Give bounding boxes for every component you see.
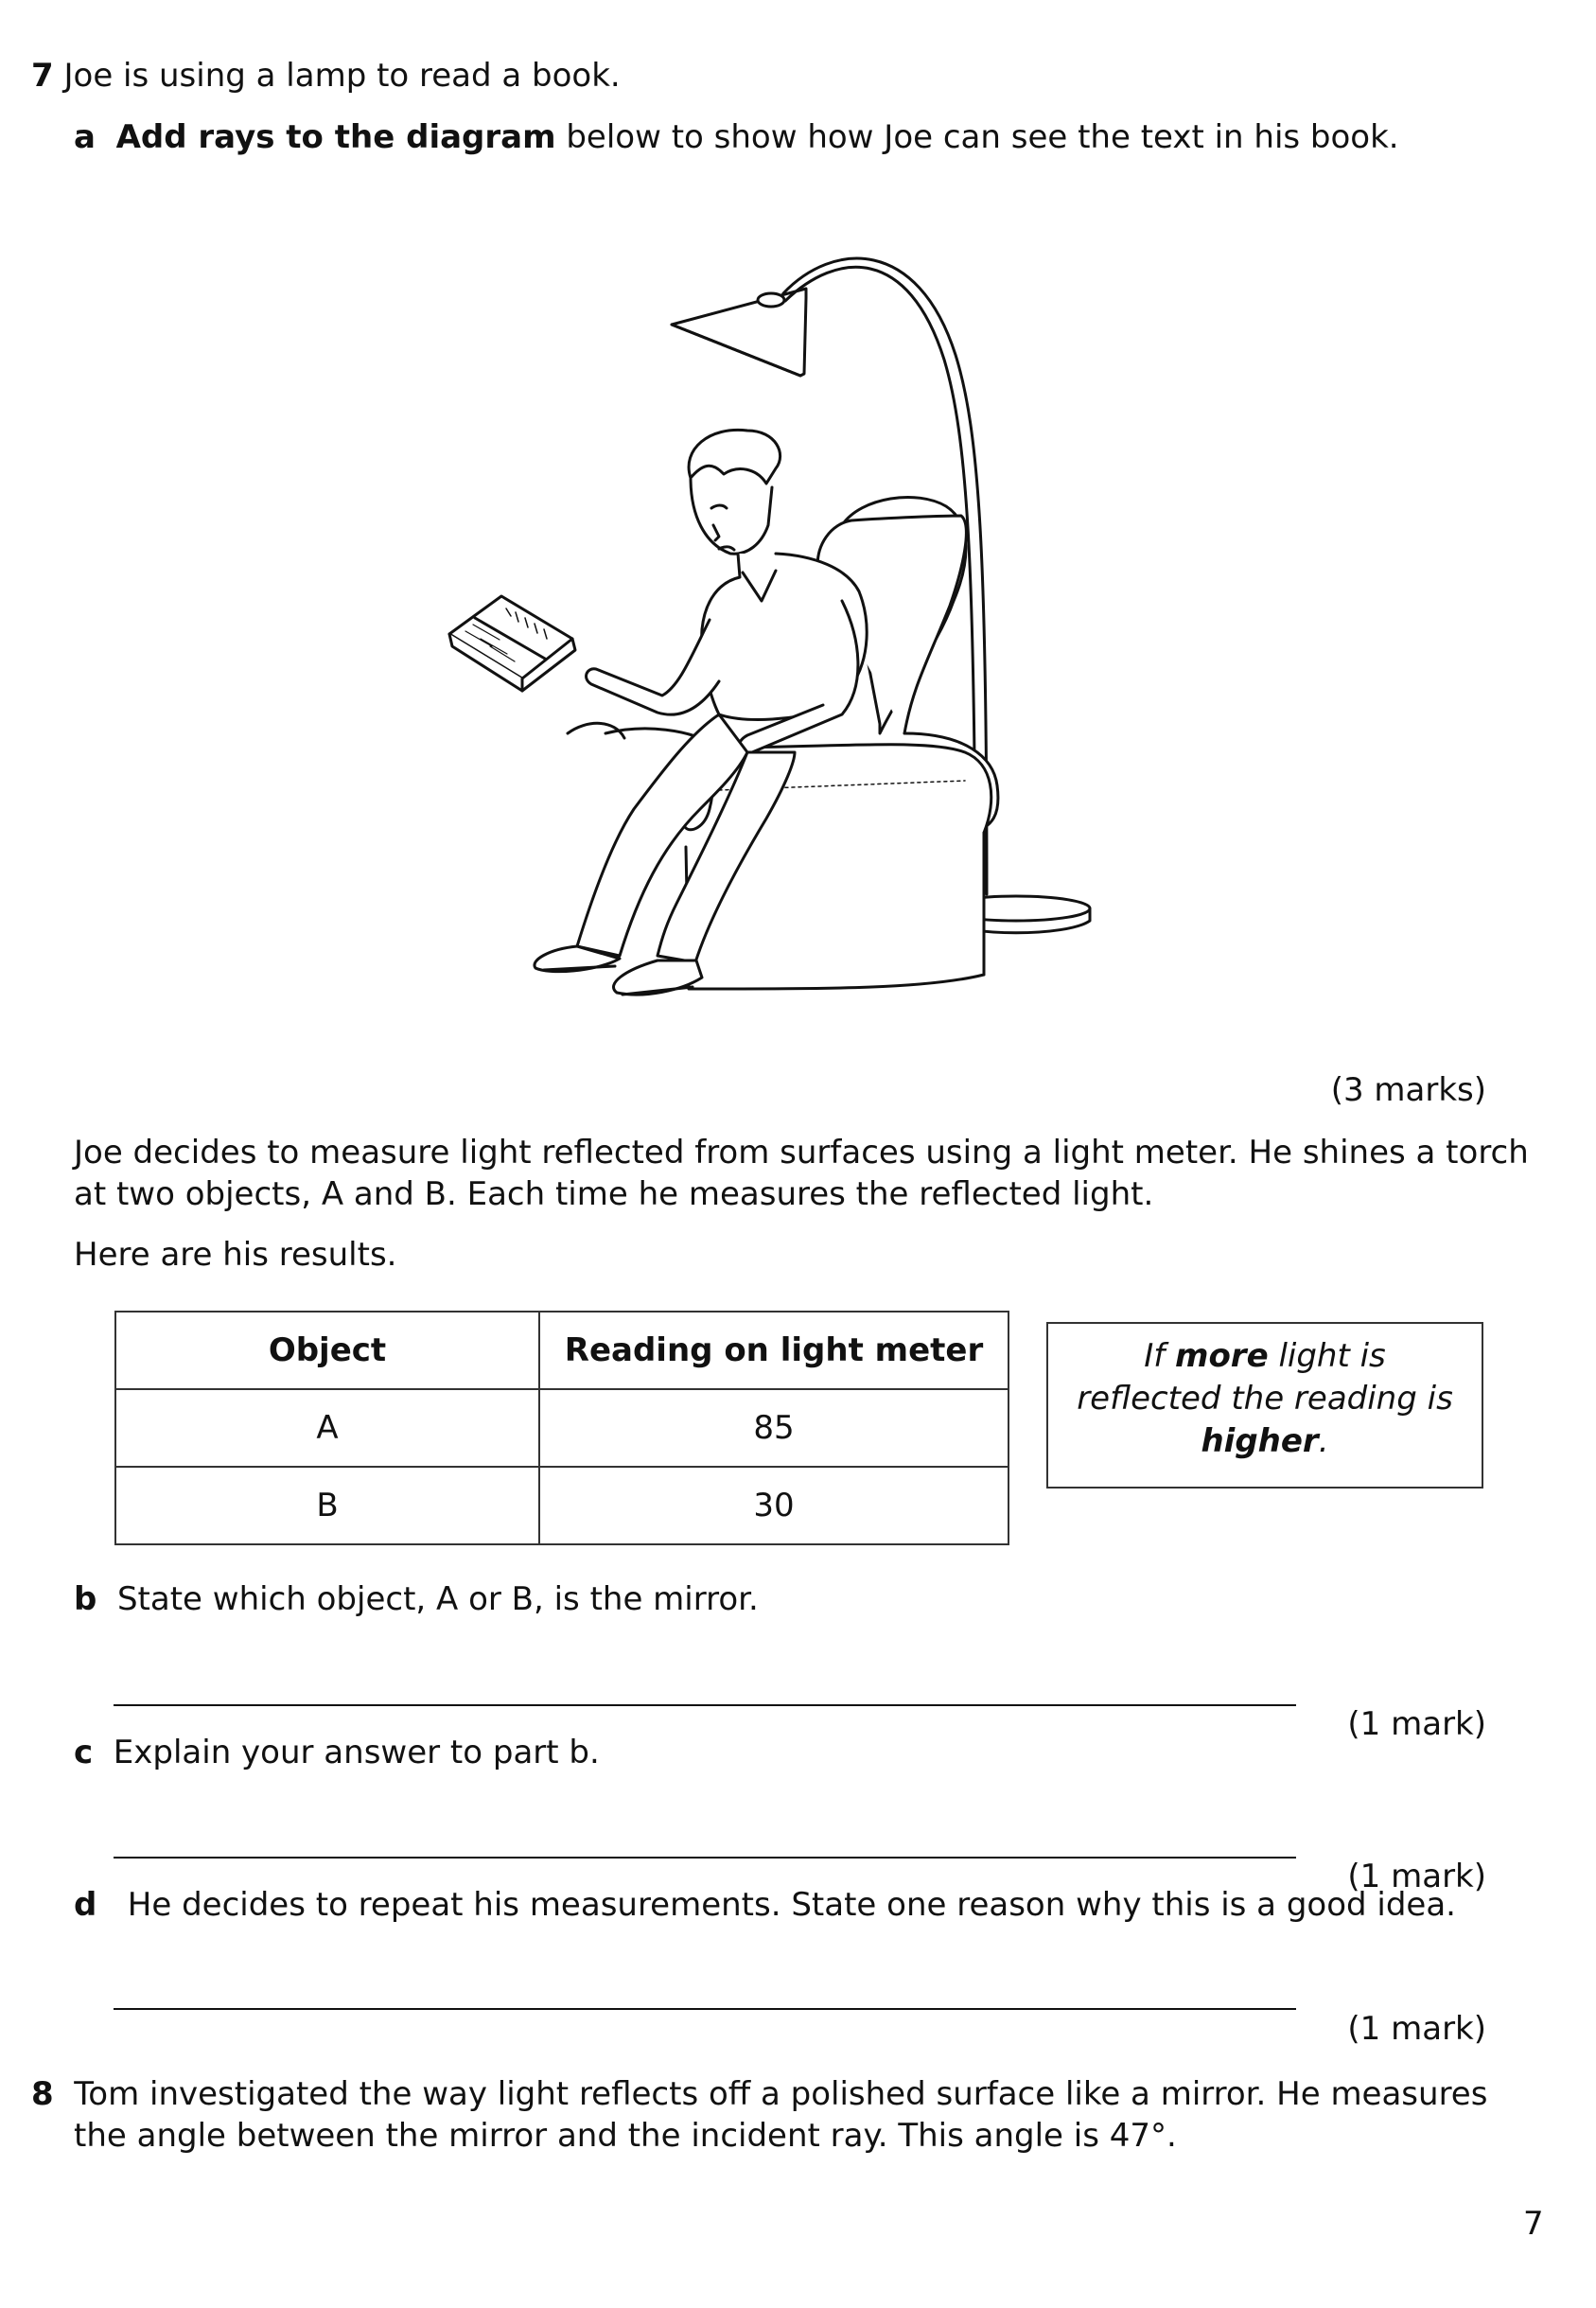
question-text: Joe is using a lamp to read a book. [63, 57, 621, 95]
question-8-line-2: the angle between the mirror and the incident ray. This angle is 47°. [74, 2117, 1177, 2155]
part-d-answer-line[interactable] [114, 2008, 1296, 2010]
joe-reading-illustration[interactable] [435, 241, 1116, 1027]
hint-emphasis-higher: higher [1201, 1422, 1319, 1460]
hint-line-1: If more light is [1144, 1337, 1386, 1375]
part-label: b [74, 1580, 97, 1618]
part-label: c [74, 1734, 94, 1771]
table-row [115, 1389, 1008, 1467]
part-d-marks: (1 mark) [1347, 2010, 1486, 2048]
part-d-text: He decides to repeat his measurements. State one reason why this is a good idea. [127, 1886, 1456, 1924]
cell-reading-a: 85 [539, 1389, 1008, 1467]
part-b-text: State which object, A or B, is the mirror. [116, 1580, 759, 1618]
part-c-marks: (1 mark) [1347, 1858, 1486, 1895]
part-b-prompt [74, 1580, 759, 1618]
part-label: a [74, 118, 96, 156]
results-table [114, 1311, 1009, 1545]
table-row [115, 1467, 1008, 1544]
hint-line-3: higher. [1201, 1422, 1329, 1460]
hint-emphasis-more: more [1175, 1337, 1269, 1375]
header-object: Object [115, 1312, 539, 1389]
question-8-line-1 [31, 2075, 1487, 2113]
question-number: 8 [31, 2075, 54, 2113]
part-a-text: below to show how Joe can see the text in his book. [555, 118, 1399, 156]
header-reading: Reading on light meter [539, 1312, 1008, 1389]
question-number: 7 [31, 57, 54, 95]
cell-reading-b: 30 [539, 1467, 1008, 1544]
question-7-stem [31, 57, 621, 95]
book [449, 596, 575, 691]
hint-box [1046, 1322, 1483, 1489]
part-d-prompt [74, 1886, 1456, 1924]
part-a-instruction: Add rays to the diagram [115, 118, 556, 156]
hint-line-2: reflected the reading is [1077, 1380, 1453, 1418]
intro-line-1: Joe decides to measure light reflected from surfaces using a light meter. He shines a torch [74, 1134, 1529, 1172]
part-c-text: Explain your answer to part b. [113, 1734, 600, 1771]
part-b-marks: (1 mark) [1347, 1705, 1486, 1743]
part-b-answer-line[interactable] [114, 1704, 1296, 1706]
cell-object-a: A [115, 1389, 539, 1467]
page-number: 7 [1523, 2205, 1544, 2243]
part-a-prompt [74, 118, 1399, 156]
part-c-prompt [74, 1734, 600, 1771]
part-label: d [74, 1886, 97, 1924]
intro-line-3: Here are his results. [74, 1236, 397, 1274]
table-header-row [115, 1312, 1008, 1389]
part-a-marks: (3 marks) [1330, 1071, 1486, 1109]
question-8-text: Tom investigated the way light reflects off a polished surface like a mirror. He measures [74, 2075, 1488, 2113]
intro-line-2: at two objects, A and B. Each time he measures the reflected light. [74, 1175, 1154, 1213]
part-c-answer-line[interactable] [114, 1857, 1296, 1859]
cell-object-b: B [115, 1467, 539, 1544]
